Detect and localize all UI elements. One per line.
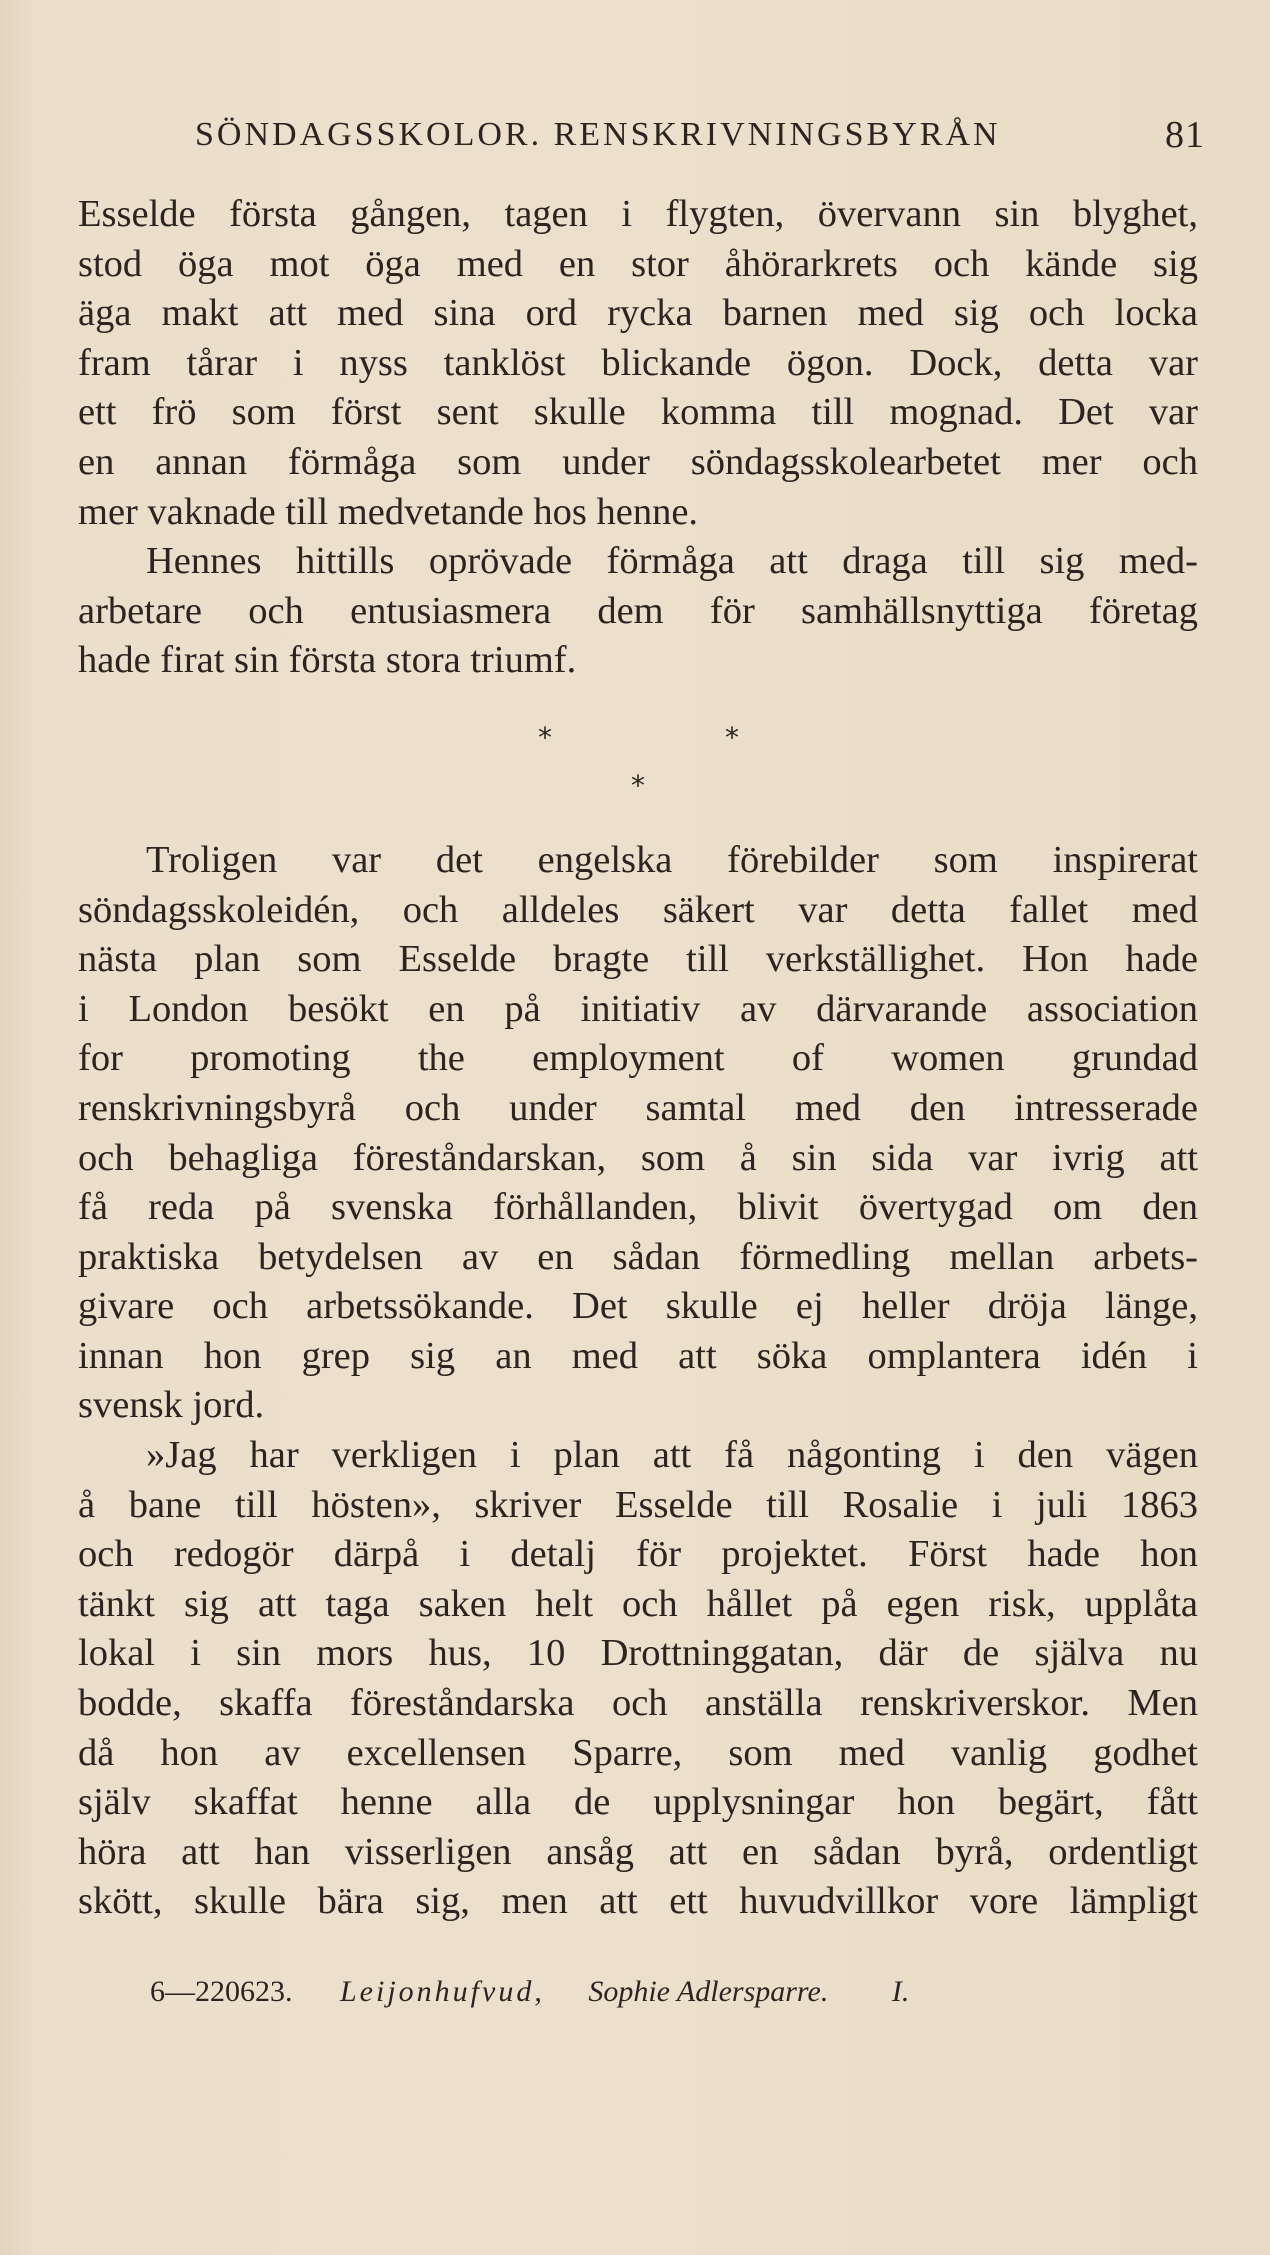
text-line: och behagliga föreståndarskan, som å sin sida var ivrig att	[78, 1136, 1198, 1179]
text-line: ett frö som först sent skulle komma till mognad. Det var	[78, 391, 1198, 434]
text-line: å bane till hösten», skriver Esselde till Rosalie i juli 1863	[78, 1483, 1198, 1526]
text-line: en annan förmåga som under söndagsskolearbetet mer och	[78, 440, 1198, 483]
text-line: bodde, skaffa föreståndarska och anställa renskriverskor. Men	[78, 1682, 1198, 1725]
text-line: äga makt att med sina ord rycka barnen med sig och locka	[78, 292, 1198, 335]
text-line: stod öga mot öga med en stor åhörarkrets och kände sig	[78, 242, 1198, 285]
text-line: och redogör därpå i detalj för projektet. Först hade hon	[78, 1533, 1198, 1576]
text-line: nästa plan som Esselde bragte till verkställighet. Hon hade	[78, 938, 1198, 981]
paragraph	[78, 1431, 1198, 1927]
signature-author: Leijonhufvud,	[340, 1975, 545, 2008]
text-line: mer vaknade till medvetande hos henne.	[78, 490, 699, 533]
paragraph	[78, 836, 1198, 1431]
paragraph	[78, 537, 1198, 686]
text-line: skött, skulle bära sig, men att ett huvudvillkor vore lämpligt	[78, 1880, 1198, 1923]
text-line: svensk jord.	[78, 1384, 265, 1427]
text-line: själv skaffat henne alla de upplysningar hon begärt, fått	[78, 1781, 1198, 1824]
text-line: arbetare och entusiasmera dem för samhällsnyttiga företag	[78, 589, 1198, 632]
text-line: »Jag har verkligen i plan att få någonting i den vägen	[146, 1434, 1198, 1477]
text-line: hade firat sin första stora triumf.	[78, 639, 577, 682]
text-line: lokal i sin mors hus, 10 Drottninggatan, där de själva nu	[78, 1632, 1198, 1675]
body-text	[78, 190, 1198, 1927]
text-line: givare och arbetssökande. Det skulle ej heller dröja länge,	[78, 1285, 1198, 1328]
signature-subject: Sophie Adlersparre.	[588, 1975, 829, 2008]
asterisk: *	[538, 720, 552, 754]
running-head-title: SÖNDAGSSKOLOR. RENSKRIVNINGSBYRÅN	[195, 116, 1001, 153]
signature-volume: I.	[891, 1975, 910, 2008]
text-line: renskrivningsbyrå och under samtal med den intresserade	[78, 1086, 1198, 1129]
section-break-asterism	[78, 686, 1198, 836]
running-head	[195, 110, 1205, 160]
text-line: då hon av excellensen Sparre, som med vanlig godhet	[78, 1731, 1198, 1774]
printer-signature-code: 6—220623.	[150, 1975, 293, 2008]
text-line: tänkt sig att taga saken helt och hållet på egen risk, upplåta	[78, 1582, 1198, 1625]
asterisk: *	[725, 720, 739, 754]
paragraph	[78, 190, 1198, 537]
text-line: i London besökt en på initiativ av därvarande association	[78, 987, 1198, 1030]
text-line: Esselde första gången, tagen i flygten, övervann sin blyghet,	[78, 193, 1198, 235]
text-line: Hennes hittills oprövade förmåga att draga till sig med-	[146, 540, 1198, 583]
page-number: 81	[1165, 114, 1205, 156]
text-line: innan hon grep sig an med att söka omplantera idén i	[78, 1334, 1198, 1377]
signature-line	[150, 1975, 909, 2009]
text-line: fram tårar i nyss tanklöst blickande ögon. Dock, detta var	[78, 341, 1198, 384]
text-line: for promoting the employment of women grundad	[78, 1037, 1198, 1080]
text-line: få reda på svenska förhållanden, blivit övertygad om den	[78, 1186, 1198, 1229]
text-line: praktiska betydelsen av en sådan förmedling mellan arbets-	[78, 1235, 1198, 1278]
asterisk: *	[631, 768, 645, 802]
text-line: höra att han visserligen ansåg att en sådan byrå, ordentligt	[78, 1830, 1198, 1873]
text-line: söndagsskoleidén, och alldeles säkert var detta fallet med	[78, 888, 1198, 931]
text-line: Troligen var det engelska förebilder som inspirerat	[146, 838, 1198, 881]
